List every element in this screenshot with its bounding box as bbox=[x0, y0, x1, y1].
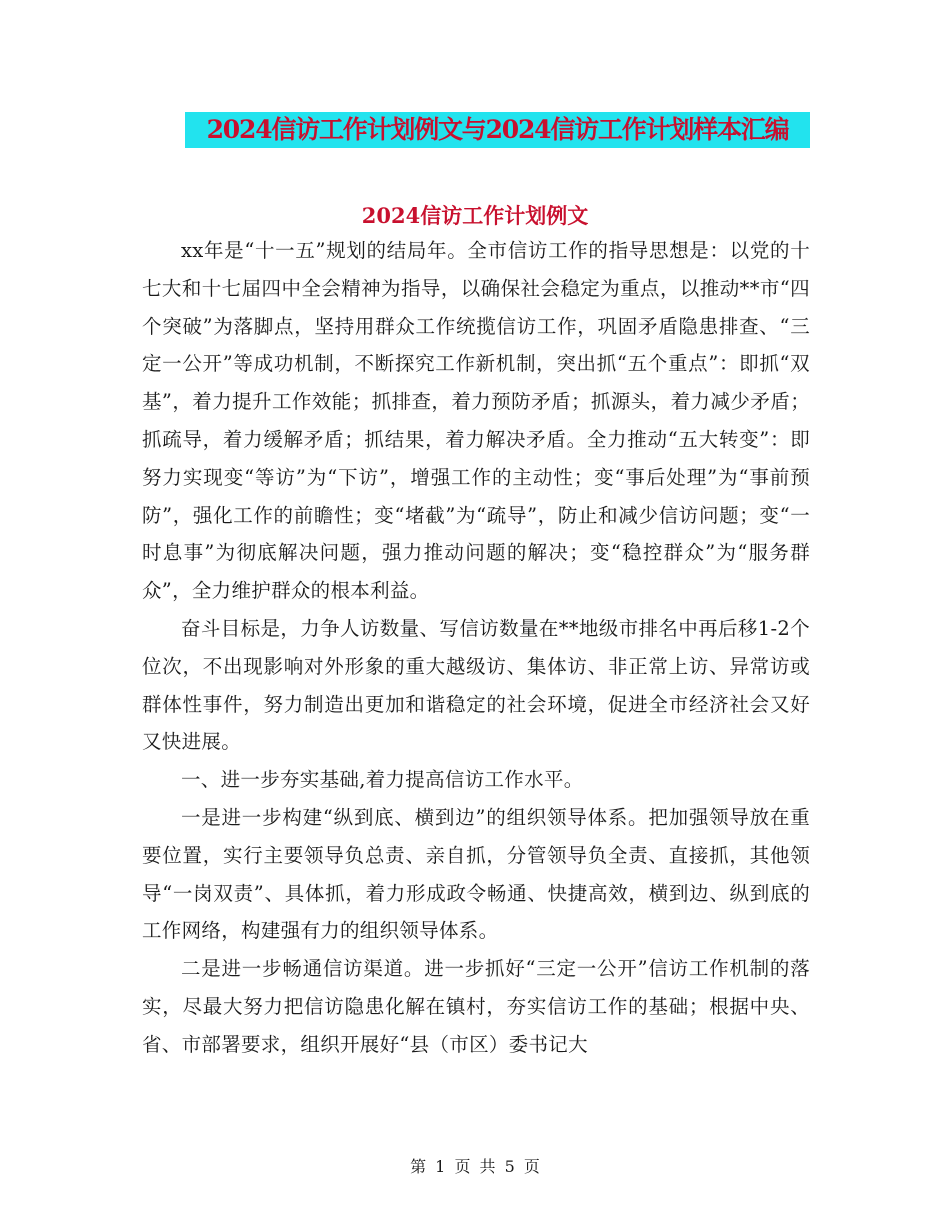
document-body bbox=[142, 232, 810, 1064]
section-title: 2024信访工作计划例文 bbox=[361, 203, 589, 228]
paragraph: xx年是“十一五”规划的结局年。全市信访工作的指导思想是：以党的十七大和十七届四中全会精神为指导，以确保社会稳定为重点，以推动**市“四个突破”为落脚点，坚持用群众工作统揽信访工作，巩固矛盾隐患排查、“三定一公开”等成功机制，不断探究工作新机制，突出抓“五个重点”：即抓“双基”，着力提升工作效能；抓排查，着力预防矛盾；抓源头，着力减少矛盾；抓疏导，着力缓解矛盾；抓结果，着力解决矛盾。全力推动“五大转变”：即努力实现变“等访”为“下访”，增强工作的主动性；变“事后处理”为“事前预防”，强化工作的前瞻性；变“堵截”为“疏导”，防止和减少信访问题；变“一时息事”为彻底解决问题，强力推动问题的解决；变“稳控群众”为“服务群众”，全力维护群众的根本利益。 bbox=[142, 239, 810, 603]
document-title: 2024信访工作计划例文与2024信访工作计划样本汇编 bbox=[185, 112, 810, 148]
paragraph: 一是进一步构建“纵到底、横到边”的组织领导体系。把加强领导放在重要位置，实行主要领导负总责、亲自抓，分管领导负全责、直接抓，其他领导“一岗双责”、具体抓，着力形成政令畅通、快捷高效，横到边、纵到底的工作网络，构建强有力的组织领导体系。 bbox=[142, 805, 810, 943]
paragraph: 奋斗目标是，力争人访数量、写信访数量在**地级市排名中再后移1-2个位次，不出现影响对外形象的重大越级访、集体访、非正常上访、异常访或群体性事件，努力制造出更加和谐稳定的社会环境，促进全市经济社会又好又快进展。 bbox=[142, 616, 810, 754]
paragraph: 二是进一步畅通信访渠道。进一步抓好“三定一公开”信访工作机制的落实，尽最大努力把信访隐患化解在镇村，夯实信访工作的基础；根据中央、省、市部署要求，组织开展好“县（市区）委书记大 bbox=[142, 957, 810, 1056]
paragraph: 一、进一步夯实基础,着力提高信访工作水平。 bbox=[181, 768, 584, 792]
page-footer: 第 1 页 共 5 页 bbox=[410, 1157, 540, 1176]
